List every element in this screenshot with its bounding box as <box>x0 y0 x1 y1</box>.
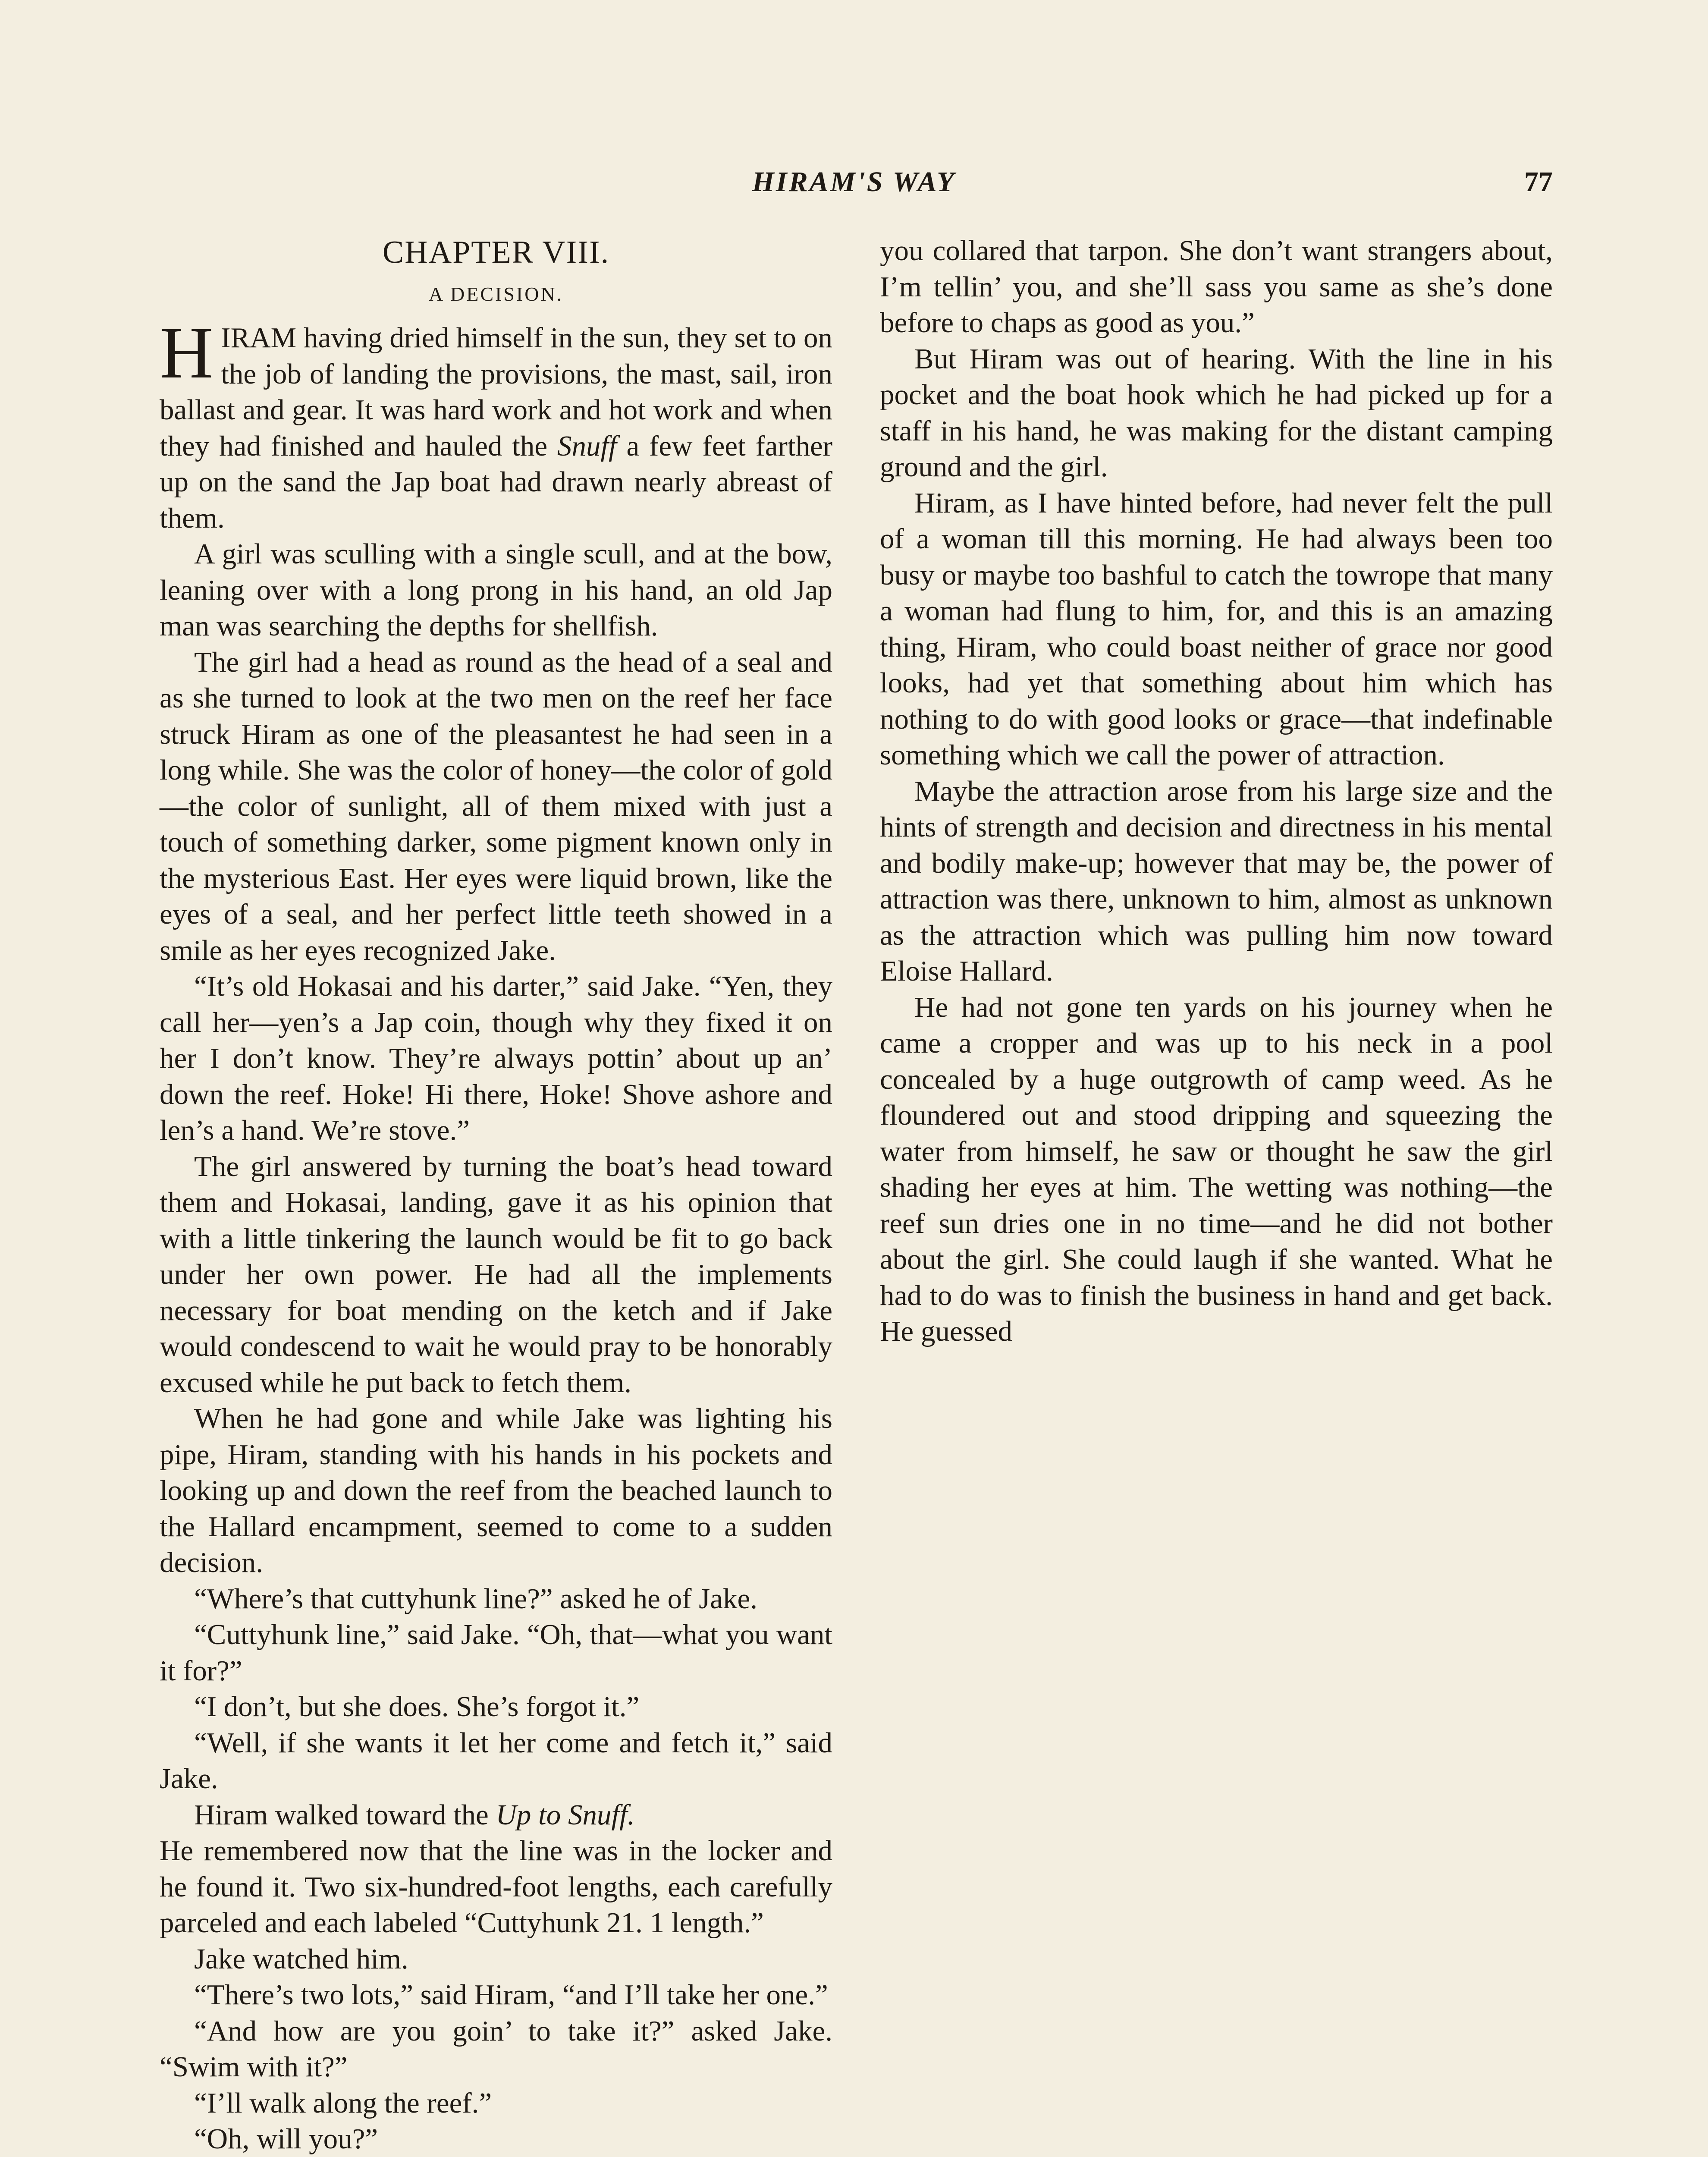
paragraph: Hiram, as I have hinted before, had never felt the pull of a woman till this morning. He had always been too busy or maybe too bashful to catch the towrope that many a woman had flung to him, for, and this is an amazing thing, Hiram, who could boast neither of grace nor good looks, had yet that something about him which has nothing to do with good looks or grace—that indefinable something which we call the power of attraction. <box>880 487 1553 771</box>
italic-text: Snuff <box>557 430 617 462</box>
paragraph <box>160 312 833 536</box>
drop-cap: H <box>160 312 214 394</box>
paragraph: “I don’t, but she does. She’s forgot it.” <box>194 1691 640 1723</box>
page-header <box>155 166 1553 209</box>
page-number: 77 <box>1524 166 1553 198</box>
paragraph <box>160 1797 832 1833</box>
paragraph-text: a few feet farther up on the sand the Jap boat had drawn nearly abreast of them. <box>160 430 833 534</box>
paragraph: When he had gone and while Jake was lighting his pipe, Hiram, standing with his hands in his pockets and looking up and down the reef from the beached launch to the Hallard encampment, seemed to come to a sudden decision. <box>160 1402 832 1578</box>
paragraph: The girl had a head as round as the head of a seal and as she turned to look at the two men on the reef her face struck Hiram as one of the pleasantest he had seen in a long while. She was the color of honey—the color of gold—the color of sunlight, all of them mixed with just a touch of something darker, some pigment known only in the mysterious East. Her eyes were liquid brown, like the eyes of a seal, and her perfect little teeth showed in a smile as her eyes recognized Jake. <box>160 646 832 966</box>
paragraph: The girl answered by turning the boat’s head toward them and Hokasai, landing, gave it as his opinion that with a little tinkering the launch would be fit to go back under her own power. He had all the implements necessary for boat mending on the ketch and if Jake would condescend to wait he would pray to be honorably excused while he put back to fetch them. <box>160 1150 832 1399</box>
paragraph: Maybe the attraction arose from his large size and the hints of strength and decision and directness in his mental and bodily make-up; however that may be, the power of attraction was there, unknown to him, almost as unknown as the attraction which was pulling him now toward Eloise Hallard. <box>880 775 1553 987</box>
running-title: HIRAM'S WAY <box>752 166 956 198</box>
paragraph: “Where’s that cuttyhunk line?” asked he of Jake. <box>194 1582 757 1615</box>
paragraph: “Cuttyhunk line,” said Jake. “Oh, that—what you want it for?” <box>160 1619 832 1687</box>
paragraph: “I’ll walk along the reef.” <box>194 2087 492 2119</box>
paragraph: A girl was sculling with a single scull, and at the bow, leaning over with a long prong in his hand, an old Jap man was searching the depths for shellfish. <box>160 538 832 642</box>
chapter-subtitle: A DECISION. <box>428 283 564 305</box>
chapter-title: CHAPTER VIII. <box>382 235 610 270</box>
paragraph: “There’s two lots,” said Hiram, “and I’ll take her one.” <box>194 1979 828 2011</box>
paragraph: Jake watched him. <box>194 1943 408 1975</box>
paragraph: “And how are you goin’ to take it?” asked Jake. “Swim with it?” <box>160 2015 832 2083</box>
article-body <box>160 233 1553 2157</box>
paragraph: “It’s old Hokasai and his darter,” said Jake. “Yen, they call her—yen’s a Jap coin, though why they fixed it on her I don’t know. They’re always pottin’ about up an’ down the reef. Hoke! Hi there, Hoke! Shove ashore and len’s a hand. We’re stove.” <box>160 970 832 1146</box>
paragraph: But Hiram was out of hearing. With the line in his pocket and the boat hook which he had picked up for a staff in his hand, he was making for the distant camping ground and the girl. <box>880 343 1553 483</box>
paragraph: He had not gone ten yards on his journey when he came a cropper and was up to his neck in a pool concealed by a huge outgrowth of camp weed. As he floundered out and stood dripping and squeezing the water from himself, he saw or thought he saw the girl shading her eyes at him. The wetting was nothing—the reef sun dries one in no time—and he did not bother about the girl. She could laugh if she wanted. What he had to do was to finish the business in hand and get back. He guessed <box>880 991 1553 1347</box>
paragraph: He remembered now that the line was in the locker and he found it. Two six-hundred-foot lengths, each carefully parceled and each labeled “Cuttyhunk 21. 1 length.” <box>160 1835 832 1939</box>
italic-text: Up to Snuff. <box>496 1799 635 1831</box>
paragraph: “Well, if she wants it let her come and fetch it,” said Jake. <box>160 1726 832 1795</box>
paragraph-text: Hiram walked toward the <box>194 1799 489 1831</box>
paragraph: “Oh, will you?” <box>194 2123 378 2155</box>
paragraph-text: IRAM having dried himself in the sun, they set to on the job of landing the provisions, the mast, sail, iron ballast and gear. It was hard work and hot work and when they had finished and hauled the <box>160 322 832 462</box>
paragraph: you collared that tarpon. She don’t want strangers about, I’m tellin’ you, and she’ll sass you same as she’s done before to chaps as good as you.” <box>880 235 1553 339</box>
